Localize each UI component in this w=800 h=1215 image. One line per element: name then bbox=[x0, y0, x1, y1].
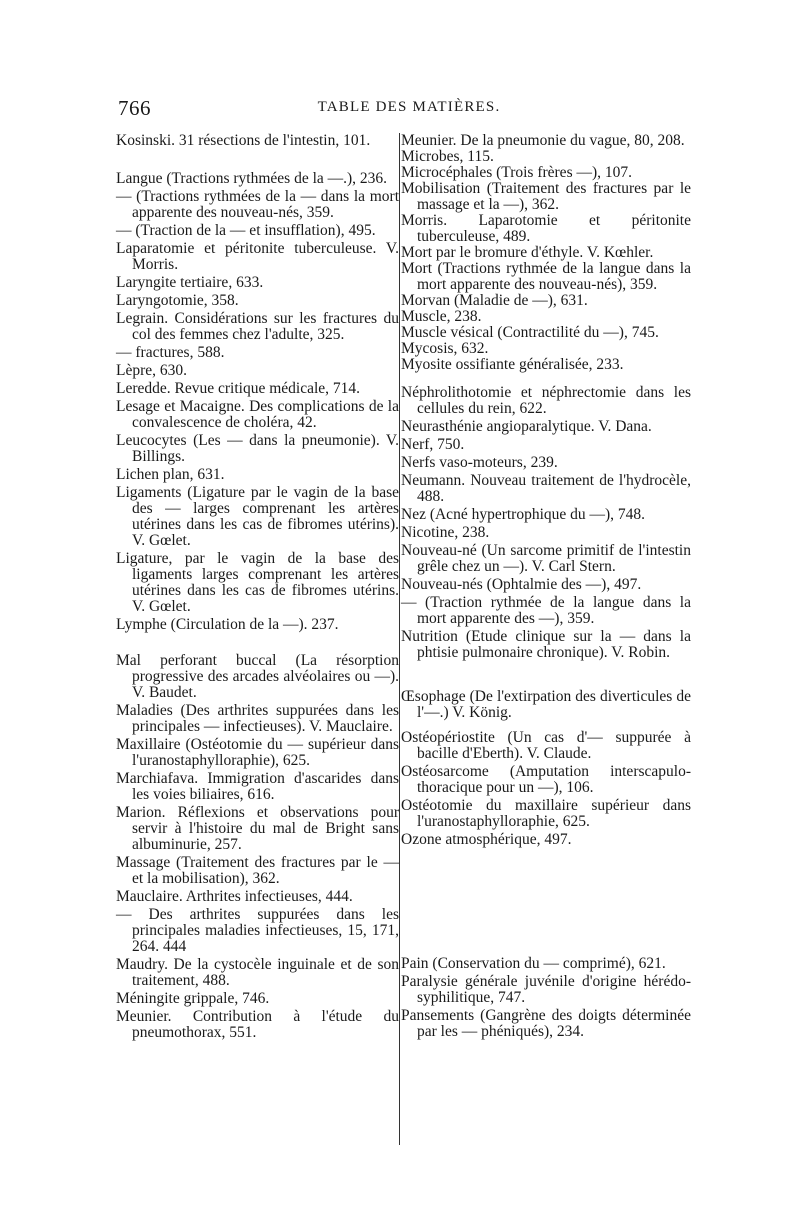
index-entry: Mauclaire. Arthrites infectieuses, 444. bbox=[116, 888, 353, 905]
index-column-right bbox=[401, 133, 691, 1040]
index-entry: Mobilisation (Traitement des fractures par le massage et la —), 362. bbox=[401, 180, 691, 213]
index-entry: Méningite grippale, 746. bbox=[116, 990, 270, 1007]
index-entry: Lymphe (Circulation de la —). 237. bbox=[116, 616, 339, 633]
index-entry: Nouveau-né (Un sarcome primitif de l'intestin grêle chez un —). V. Carl Stern. bbox=[401, 542, 691, 575]
index-entry: Pain (Conservation du — comprimé), 621. bbox=[401, 955, 666, 972]
index-entry: Œsophage (De l'extirpation des diverticules de l'—.) V. König. bbox=[401, 688, 691, 721]
running-title: TABLE DES MATIÈRES. bbox=[317, 99, 501, 115]
index-entry: Ligaments (Ligature par le vagin de la base des — larges comprenant les artères utérines dans les cas de fibromes utérins). V. Gœlet. bbox=[116, 484, 399, 549]
index-entry: Mort (Tractions rythmée de la langue dans la mort apparente des nouveau-nés), 359. bbox=[401, 260, 691, 293]
index-entry: Laryngite tertiaire, 633. bbox=[116, 274, 264, 291]
column-divider bbox=[399, 133, 400, 1145]
index-entry: Lèpre, 630. bbox=[116, 362, 188, 379]
index-entry: Neurasthénie angioparalytique. V. Dana. bbox=[401, 418, 652, 435]
index-entry: Langue (Tractions rythmées de la —.), 236. bbox=[116, 170, 388, 187]
index-entry: Leredde. Revue critique médicale, 714. bbox=[116, 380, 361, 397]
index-entry: Néphrolithotomie et néphrectomie dans les cellules du rein, 622. bbox=[401, 384, 691, 417]
index-entry: Lesage et Macaigne. Des complications de la convalescence de choléra, 42. bbox=[116, 398, 399, 431]
index-entry: Leucocytes (Les — dans la pneumonie). V. Billings. bbox=[116, 432, 399, 465]
index-entry: Mycosis, 632. bbox=[401, 340, 489, 357]
index-entry: Paralysie générale juvénile d'origine hérédo-syphilitique, 747. bbox=[401, 973, 691, 1006]
index-entry: Meunier. De la pneumonie du vague, 80, 208. bbox=[401, 132, 685, 149]
page-header bbox=[118, 96, 700, 124]
index-entry: Muscle vésical (Contractilité du —), 745. bbox=[401, 324, 659, 341]
index-entry: Mal perforant buccal (La résorption progressive des arcades alvéolaires ou —). V. Baudet. bbox=[116, 652, 399, 701]
index-entry: — (Tractions rythmées de la — dans la mort apparente des nouveau-nés, 359. bbox=[116, 188, 399, 221]
index-entry: Muscle, 238. bbox=[401, 308, 482, 325]
index-entry: Nez (Acné hypertrophique du —), 748. bbox=[401, 506, 646, 523]
index-entry: Marion. Réflexions et observations pour servir à l'histoire du mal de Bright sans albuminurie, 257. bbox=[116, 804, 399, 853]
index-entry: Microbes, 115. bbox=[401, 148, 494, 165]
index-entry: Ligature, par le vagin de la base des ligaments larges comprenant les artères utérines dans les cas de fibromes utérins. V. Gœlet. bbox=[116, 550, 399, 615]
index-entry: — Des arthrites suppurées dans les principales maladies infectieuses, 15, 171, 264. 444 bbox=[116, 906, 399, 955]
index-entry: Morvan (Maladie de —), 631. bbox=[401, 292, 588, 309]
index-entry: — fractures, 588. bbox=[116, 344, 225, 361]
index-entry: Morris. Laparotomie et péritonite tuberculeuse, 489. bbox=[401, 212, 691, 245]
index-entry: Maudry. De la cystocèle inguinale et de son traitement, 488. bbox=[116, 956, 399, 989]
index-entry: Ostéotomie du maxillaire supérieur dans l'uranostaphylloraphie, 625. bbox=[401, 797, 691, 830]
index-entry: — (Traction rythmée de la langue dans la mort apparente des —), 359. bbox=[401, 594, 691, 627]
index-entry: Laparatomie et péritonite tuberculeuse. V. Morris. bbox=[116, 240, 399, 273]
index-entry: Mort par le bromure d'éthyle. V. Kœhler. bbox=[401, 244, 654, 261]
index-entry: Nouveau-nés (Ophtalmie des —), 497. bbox=[401, 576, 642, 593]
index-entry: Nerfs vaso-moteurs, 239. bbox=[401, 454, 558, 471]
index-entry: Maxillaire (Ostéotomie du — supérieur dans l'uranostaphylloraphie), 625. bbox=[116, 736, 399, 769]
index-entry: Neumann. Nouveau traitement de l'hydrocèle, 488. bbox=[401, 472, 691, 505]
index-entry: Maladies (Des arthrites suppurées dans les principales — infectieuses). V. Mauclaire. bbox=[116, 702, 399, 735]
index-entry: Myosite ossifiante généralisée, 233. bbox=[401, 356, 624, 373]
index-entry: Meunier. Contribution à l'étude du pneumothorax, 551. bbox=[116, 1008, 399, 1041]
index-entry: Nicotine, 238. bbox=[401, 524, 490, 541]
index-entry: Kosinski. 31 résections de l'intestin, 101. bbox=[116, 132, 371, 149]
index-entry: Legrain. Considérations sur les fractures du col des femmes chez l'adulte, 325. bbox=[116, 310, 399, 343]
index-entry: Nutrition (Etude clinique sur la — dans la phtisie pulmonaire chronique). V. Robin. bbox=[401, 628, 691, 661]
index-entry: Pansements (Gangrène des doigts déterminée par les — phéniqués), 234. bbox=[401, 1007, 691, 1040]
index-entry: Ozone atmosphérique, 497. bbox=[401, 831, 572, 848]
index-entry: Microcéphales (Trois frères —), 107. bbox=[401, 164, 633, 181]
index-column-left bbox=[116, 133, 399, 1041]
index-entry: Massage (Traitement des fractures par le — et la mobilisation), 362. bbox=[116, 854, 399, 887]
index-entry: Lichen plan, 631. bbox=[116, 466, 225, 483]
index-entry: — (Traction de la — et insufflation), 495. bbox=[116, 222, 376, 239]
index-entry: Marchiafava. Immigration d'ascarides dans les voies biliaires, 616. bbox=[116, 770, 399, 803]
index-entry: Laryngotomie, 358. bbox=[116, 292, 239, 309]
index-entry: Ostéosarcome (Amputation interscapulo-thoracique pour un —), 106. bbox=[401, 763, 691, 796]
page-number: 766 bbox=[118, 96, 151, 120]
index-entry: Nerf, 750. bbox=[401, 436, 465, 453]
index-entry: Ostéopériostite (Un cas d'— suppurée à bacille d'Eberth). V. Claude. bbox=[401, 729, 691, 762]
